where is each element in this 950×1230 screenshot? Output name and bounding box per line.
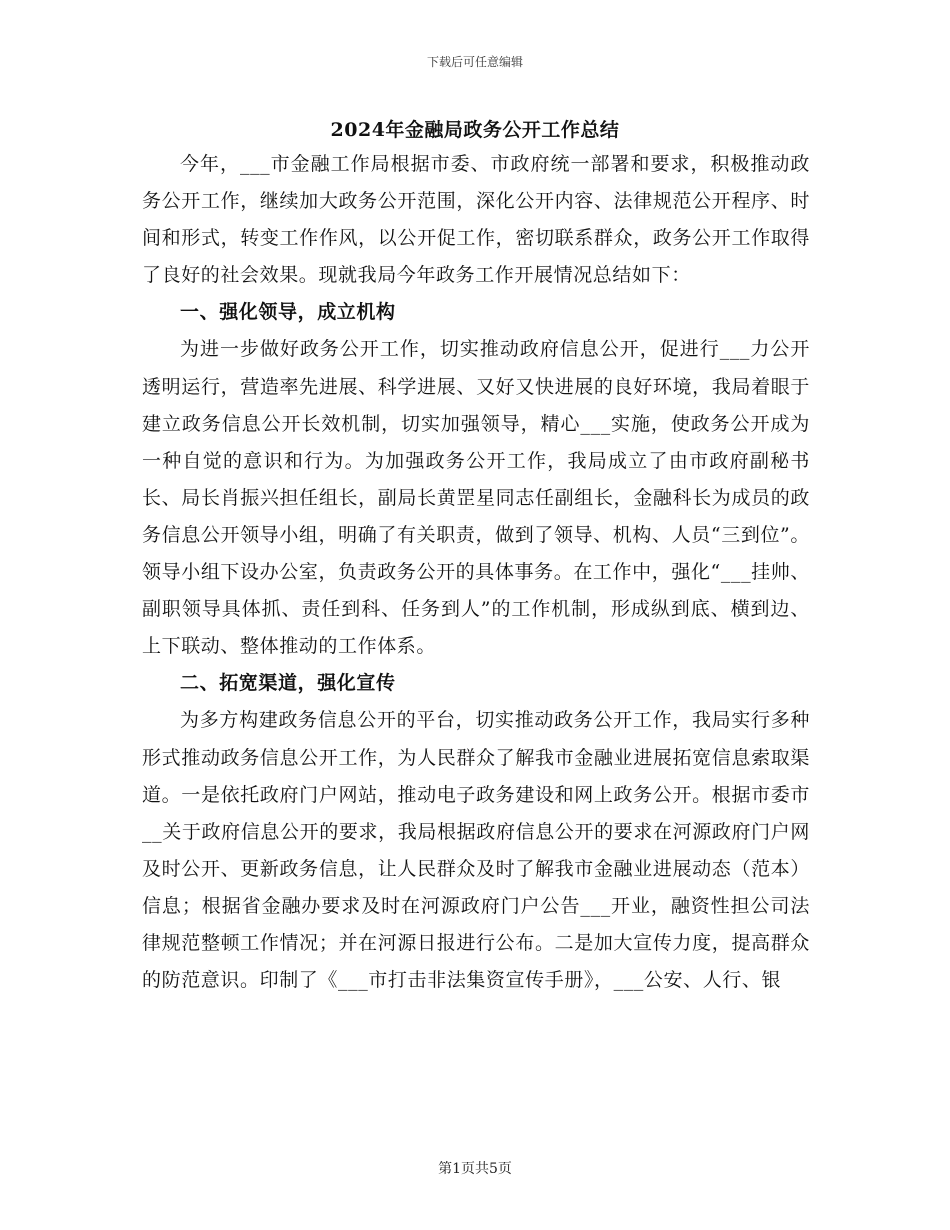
section-1-paragraph: 为进一步做好政务公开工作，切实推动政府信息公开，促进行___力公开透明运行，营造率先进展、科学进展、又好又快进展的良好环境，我局着眼于建立政务信息公开长效机制，切实加强领导，精心___实施，使政务公开成为一种自觉的意识和行为。为加强政务公开工作，我局成立了由市政府副秘书长、局长肖振兴担任组长，副局长黄罡星同志任副组长，金融科长为成员的政务信息公开领导小组，明确了有关职责，做到了领导、机构、人员“三到位”。领导小组下设办公室，负责政务公开的具体事务。在工作中，强化“___挂帅、副职领导具体抓、责任到科、任务到人”的工作机制，形成纵到底、横到边、上下联动、整体推动的工作体系。 — [142, 338, 810, 658]
section-2-paragraph: 为多方构建政务信息公开的平台，切实推动政务公开工作，我局实行多种形式推动政务信息公开工作，为人民群众了解我市金融业进展拓宽信息索取渠道。一是依托政府门户网站，推动电子政务建设和网上政务公开。根据市委市__关于政府信息公开的要求，我局根据政府信息公开的要求在河源政府门户网及时公开、更新政务信息，让人民群众及时了解我市金融业进展动态（范本）信息；根据省金融办要求及时在河源政府门户公告___开业，融资性担公司法律规范整顿工作情况；并在河源日报进行公布。二是加大宣传力度，提高群众的防范意识。印制了《___市打击非法集资宣传手册》，___公安、人行、银 — [142, 709, 810, 992]
page-number: 第1页共5页 — [438, 1161, 512, 1177]
header-note: 下载后可任意编辑 — [426, 55, 523, 69]
section-heading-2: 二、拓宽渠道，强化宣传 — [180, 672, 396, 695]
intro-paragraph: 今年，___市金融工作局根据市委、市政府统一部署和要求，积极推动政务公开工作，继续加大政务公开范围，深化公开内容、法律规范公开程序、时间和形式，转变工作作风，以公开促工作，密切联系群众，政务公开工作取得了良好的社会效果。现就我局今年政务工作开展情况总结如下： — [142, 153, 810, 287]
section-heading-1: 一、强化领导，成立机构 — [180, 301, 396, 324]
document-title: 2024年金融局政务公开工作总结 — [330, 119, 620, 141]
document-body — [142, 146, 810, 999]
